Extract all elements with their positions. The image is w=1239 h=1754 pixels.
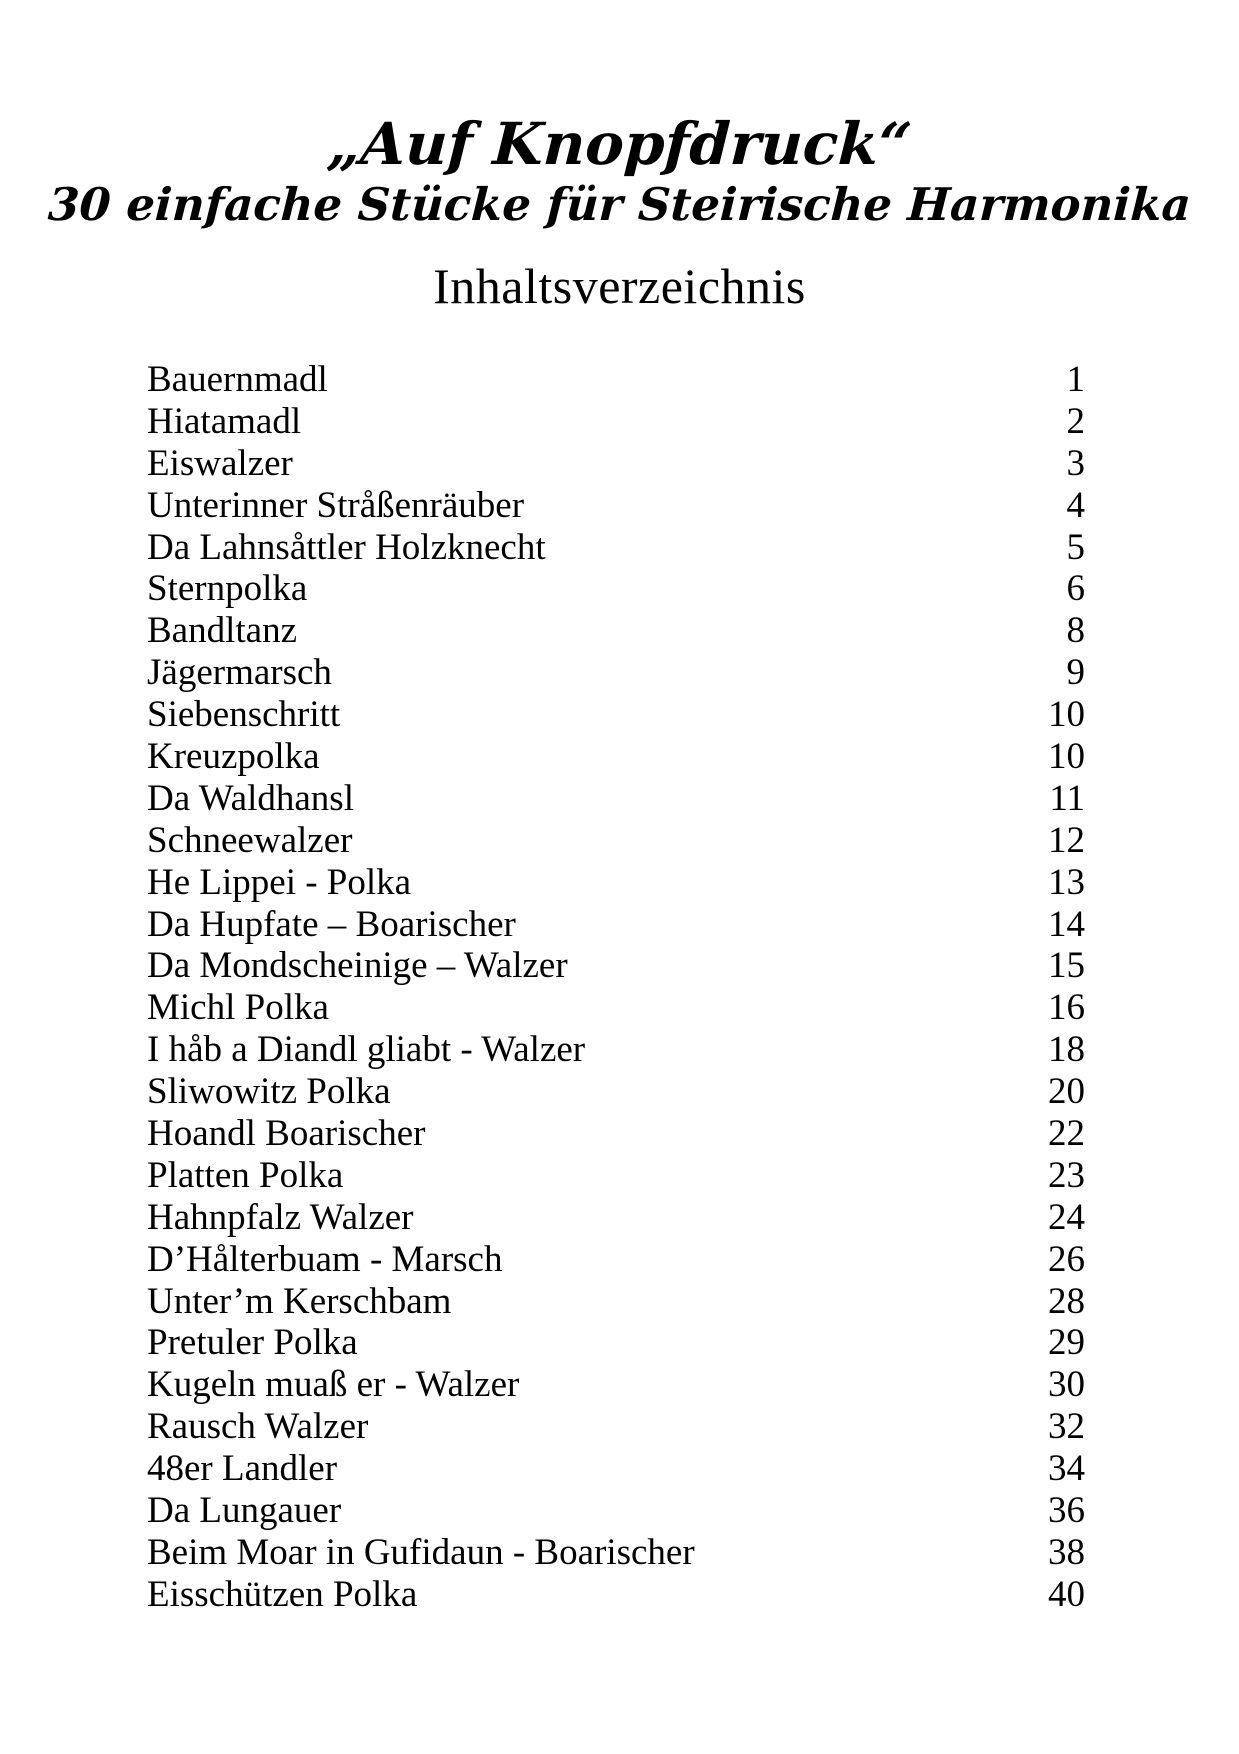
toc-entry-title: Sternpolka bbox=[147, 568, 308, 610]
toc-entry-page: 1 bbox=[1066, 359, 1085, 400]
toc-row bbox=[147, 1071, 1085, 1113]
toc-entry-page: 11 bbox=[1049, 777, 1085, 819]
toc-entry-page: 9 bbox=[1066, 652, 1085, 694]
toc-row bbox=[147, 862, 1085, 904]
toc-entry-title: Sliwowitz Polka bbox=[147, 1071, 391, 1113]
toc-entry-page: 38 bbox=[1048, 1531, 1085, 1573]
toc-entry-page: 18 bbox=[1048, 1029, 1085, 1071]
toc-entry-page: 29 bbox=[1048, 1322, 1085, 1364]
toc-row bbox=[147, 694, 1085, 736]
toc-entry-title: Siebenschritt bbox=[147, 694, 341, 736]
toc-entry-page: 40 bbox=[1048, 1573, 1085, 1615]
page-title: „Auf Knopfdruck“ bbox=[325, 110, 914, 178]
toc-entry-page: 32 bbox=[1048, 1406, 1085, 1448]
toc-entry-title: Eisschützen Polka bbox=[147, 1573, 418, 1615]
toc-entry-page: 23 bbox=[1048, 1154, 1085, 1196]
toc-entry-title: He Lippei - Polka bbox=[147, 861, 412, 903]
toc-row bbox=[147, 610, 1085, 652]
toc-entry-title: D’Hålterbuam - Marsch bbox=[147, 1238, 503, 1280]
toc-row bbox=[147, 778, 1085, 820]
toc-entry-page: 14 bbox=[1048, 903, 1085, 945]
toc-row bbox=[147, 1029, 1085, 1071]
toc-entry-title: Da Mondscheinige – Walzer bbox=[147, 945, 568, 987]
toc-entry-title: Kugeln muaß er - Walzer bbox=[147, 1364, 520, 1406]
toc-entry-title: Hahnpfalz Walzer bbox=[147, 1196, 414, 1238]
toc-entry-title: Bandltanz bbox=[147, 610, 298, 652]
toc-row bbox=[147, 1490, 1085, 1532]
toc-row bbox=[147, 1406, 1085, 1448]
toc-row bbox=[147, 904, 1085, 946]
toc-row bbox=[147, 485, 1085, 527]
toc-heading: Inhaltsverzeichnis bbox=[433, 258, 806, 314]
toc-entry-title: Pretuler Polka bbox=[147, 1322, 358, 1364]
toc-row bbox=[147, 1574, 1085, 1616]
toc-entry-page: 10 bbox=[1048, 736, 1085, 778]
toc-entry-title: I håb a Diandl gliabt - Walzer bbox=[147, 1029, 586, 1071]
toc-entry-title: Da Lahnsåttler Holzknecht bbox=[147, 526, 546, 568]
toc-row bbox=[147, 527, 1085, 569]
toc-entry-page: 30 bbox=[1048, 1364, 1085, 1406]
toc-row bbox=[147, 401, 1085, 443]
toc-entry-page: 8 bbox=[1066, 610, 1085, 652]
toc-entry-page: 12 bbox=[1048, 819, 1085, 861]
toc-entry-title: Eiswalzer bbox=[147, 442, 293, 484]
toc-entry-page: 26 bbox=[1048, 1238, 1085, 1280]
toc-entry-page: 4 bbox=[1066, 484, 1085, 526]
toc-entry-page: 36 bbox=[1048, 1490, 1085, 1532]
toc-entry-title: Bauernmadl bbox=[147, 359, 328, 400]
toc-entry-title: Schneewalzer bbox=[147, 819, 353, 861]
toc-row bbox=[147, 568, 1085, 610]
toc-row bbox=[147, 359, 1085, 401]
toc-row bbox=[147, 945, 1085, 987]
toc-entry-title: 48er Landler bbox=[147, 1448, 338, 1490]
page-subtitle: 30 einfache Stücke für Steirische Harmonika bbox=[46, 178, 1193, 231]
toc-entry-title: Rausch Walzer bbox=[147, 1406, 369, 1448]
toc-row bbox=[147, 1322, 1085, 1364]
toc-row bbox=[147, 1532, 1085, 1574]
toc-entry-title: Hiatamadl bbox=[147, 400, 302, 442]
toc-row bbox=[147, 1113, 1085, 1155]
toc-entry-title: Da Waldhansl bbox=[147, 777, 354, 819]
toc-entry-page: 28 bbox=[1048, 1280, 1085, 1322]
toc-row bbox=[147, 1281, 1085, 1323]
toc-entry-page: 34 bbox=[1048, 1448, 1085, 1490]
toc-entry-page: 16 bbox=[1048, 987, 1085, 1029]
toc-entry-title: Unter’m Kerschbam bbox=[147, 1280, 452, 1322]
toc-entry-page: 5 bbox=[1066, 526, 1085, 568]
toc-row bbox=[147, 736, 1085, 778]
toc-row bbox=[147, 1239, 1085, 1281]
toc-list bbox=[147, 359, 1085, 1616]
toc-row bbox=[147, 1155, 1085, 1197]
toc-entry-title: Jägermarsch bbox=[147, 652, 332, 694]
toc-entry-title: Platten Polka bbox=[147, 1154, 344, 1196]
toc-entry-title: Michl Polka bbox=[147, 987, 329, 1029]
toc-row bbox=[147, 443, 1085, 485]
toc-entry-page: 15 bbox=[1048, 945, 1085, 987]
toc-entry-page: 13 bbox=[1048, 861, 1085, 903]
toc-entry-page: 24 bbox=[1048, 1196, 1085, 1238]
toc-row bbox=[147, 820, 1085, 862]
toc-row bbox=[147, 987, 1085, 1029]
toc-entry-title: Hoandl Boarischer bbox=[147, 1113, 426, 1155]
toc-entry-title: Kreuzpolka bbox=[147, 736, 320, 778]
toc-row bbox=[147, 1364, 1085, 1406]
toc-entry-page: 6 bbox=[1066, 568, 1085, 610]
toc-entry-page: 22 bbox=[1048, 1113, 1085, 1155]
toc-entry-page: 2 bbox=[1066, 400, 1085, 442]
toc-entry-title: Unterinner Stråßenräuber bbox=[147, 484, 525, 526]
toc-entry-page: 20 bbox=[1048, 1071, 1085, 1113]
toc-entry-title: Beim Moar in Gufidaun - Boarischer bbox=[147, 1531, 695, 1573]
toc-row bbox=[147, 1448, 1085, 1490]
toc-row bbox=[147, 652, 1085, 694]
toc-entry-page: 3 bbox=[1066, 442, 1085, 484]
toc-entry-page: 10 bbox=[1048, 694, 1085, 736]
toc-row bbox=[147, 1197, 1085, 1239]
toc-entry-title: Da Hupfate – Boarischer bbox=[147, 903, 516, 945]
toc-entry-title: Da Lungauer bbox=[147, 1490, 342, 1532]
